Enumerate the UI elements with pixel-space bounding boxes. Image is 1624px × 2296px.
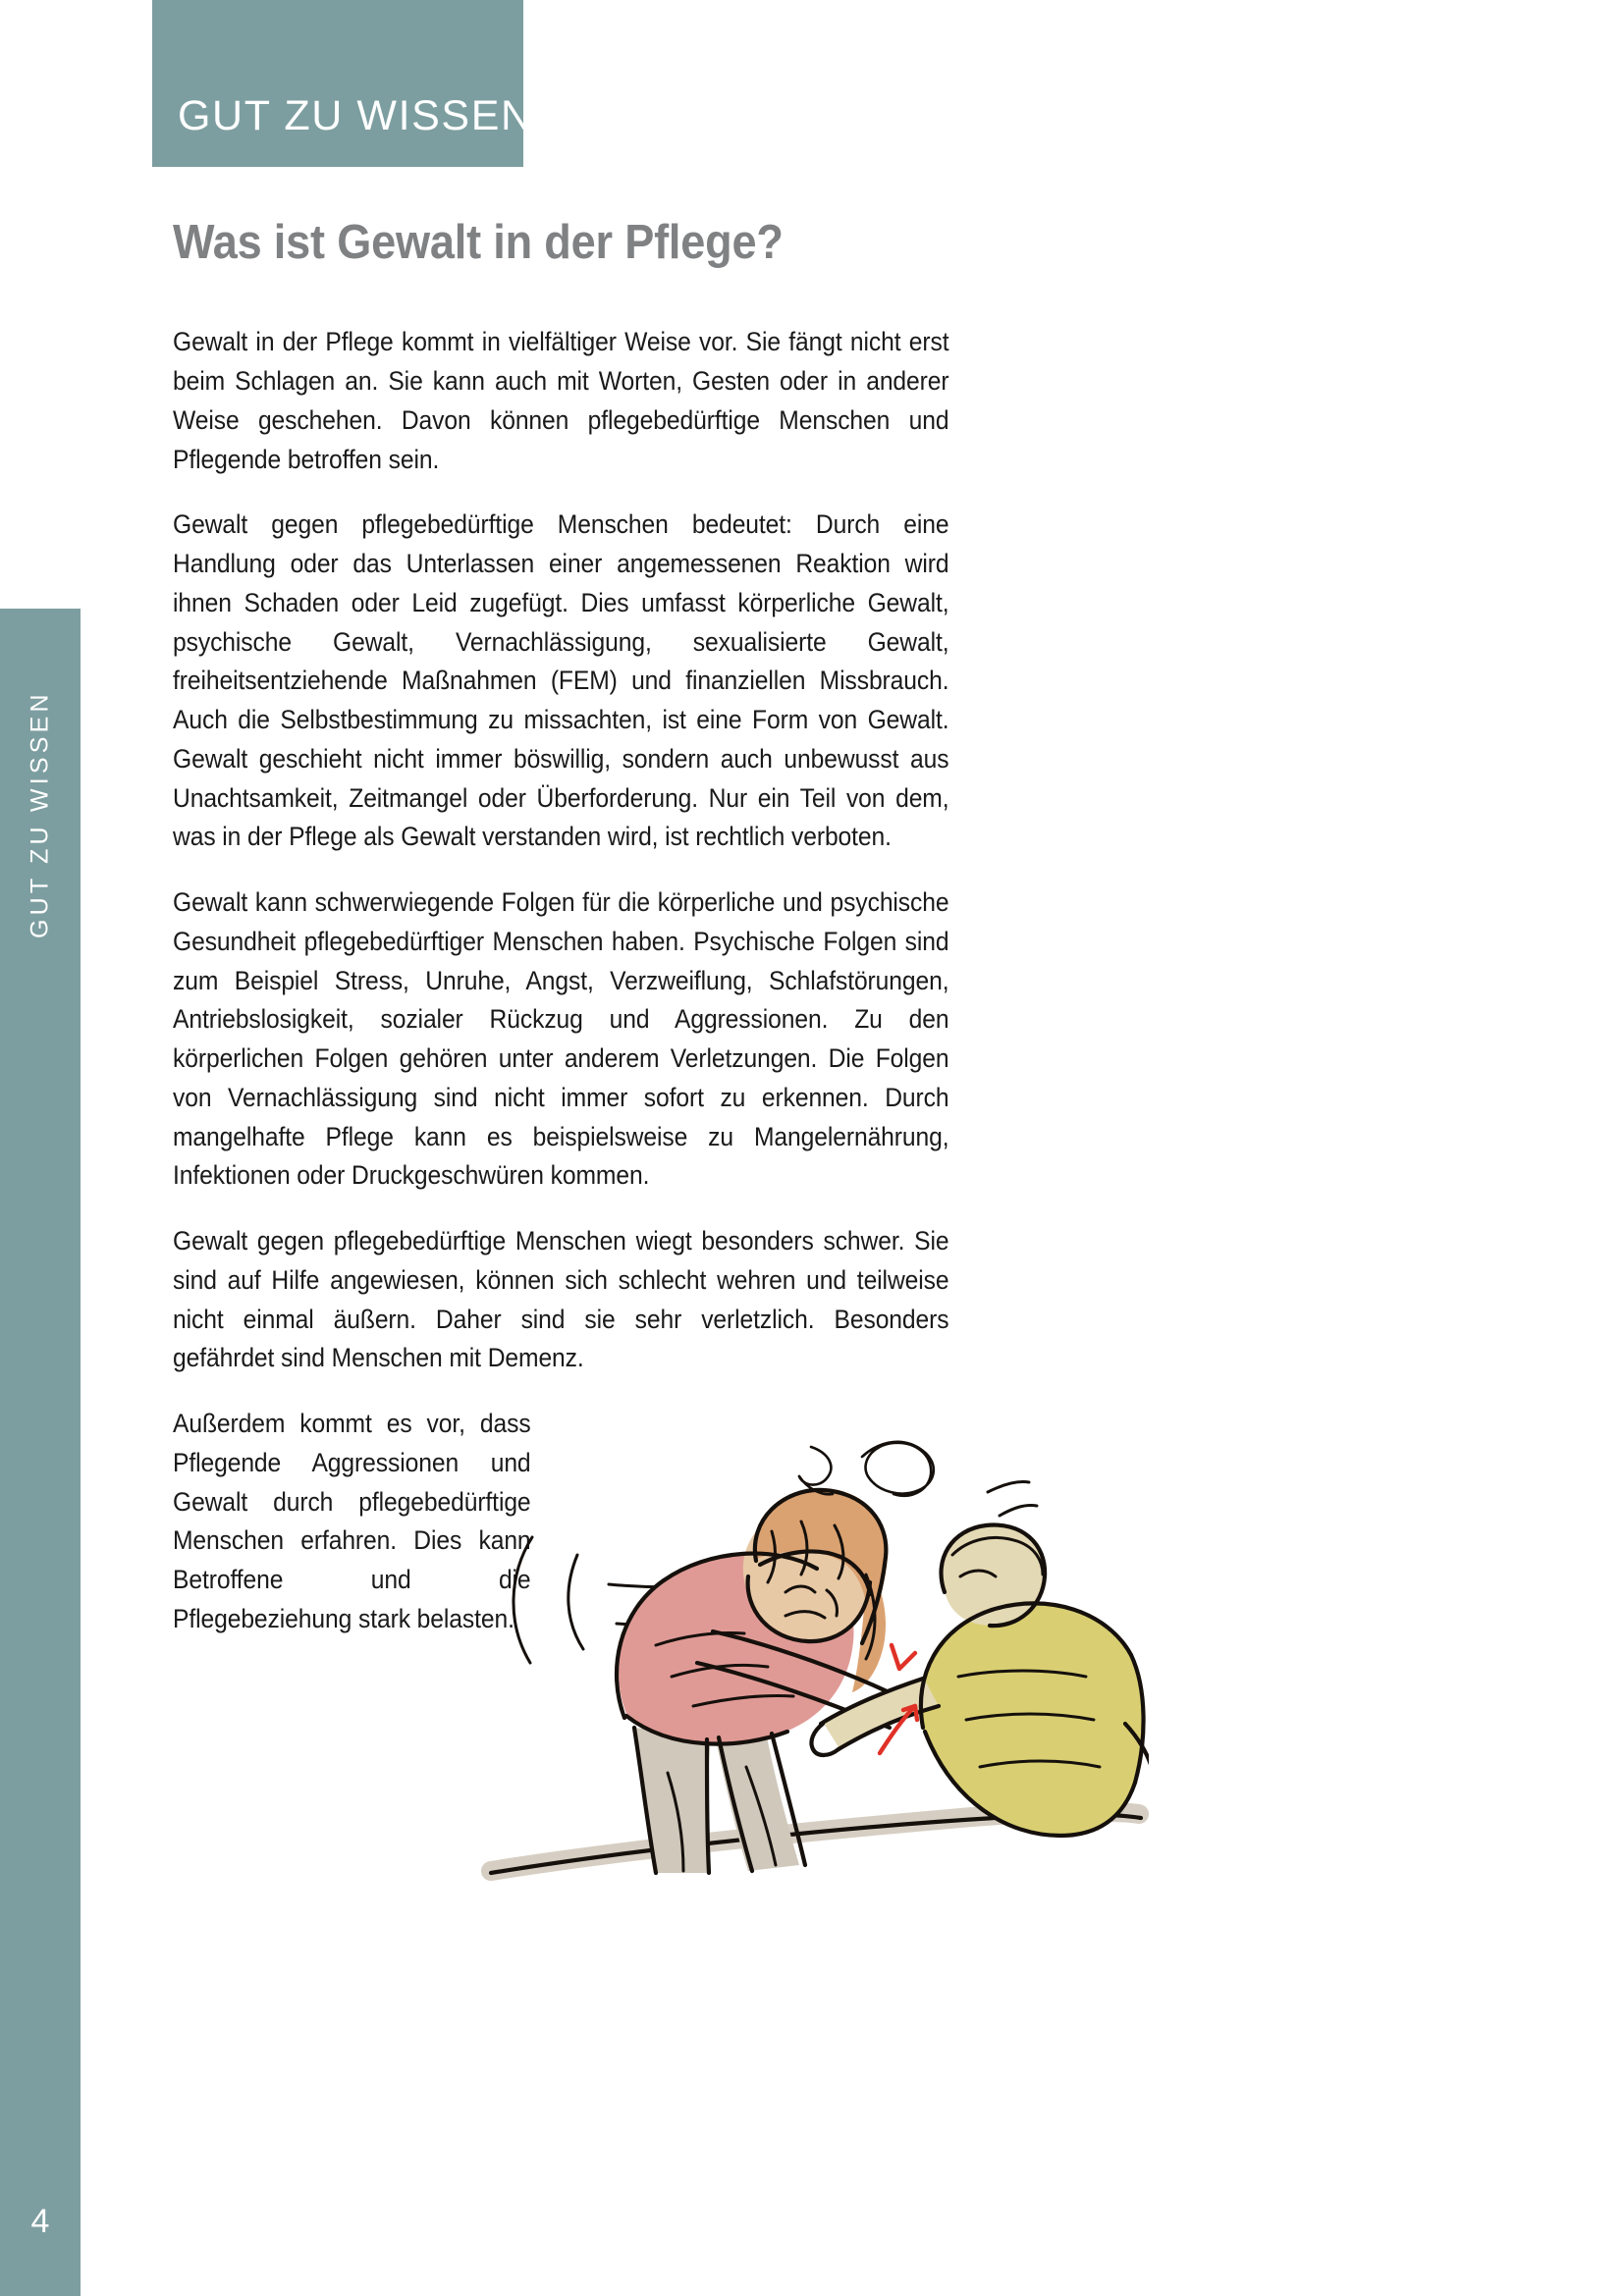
page-number: 4 — [30, 2203, 50, 2240]
sidebar-chapter-tab — [0, 609, 81, 2296]
banner-title: GUT ZU WISSEN — [178, 92, 533, 139]
page-title: Was ist Gewalt in der Pflege? — [173, 216, 784, 269]
body-paragraph-5: Außerdem kommt es vor, dass Pflegende Aggressionen und Gewalt durch pflegebedürftige Menschen erfahren. Dies kann Betroffene und die Pflegebeziehung stark belasten. — [173, 1409, 531, 1633]
anger-scribble — [799, 1442, 934, 1496]
header-banner — [152, 0, 533, 167]
illustration-caregiver-and-patient — [461, 1382, 1149, 1932]
body-paragraph-4: Gewalt gegen pflegebedürftige Menschen wiegt besonders schwer. Sie sind auf Hilfe angewiesen, können sich schlecht wehren und teilweise nicht einmal äußern. Daher sind sie sehr verletzlich. Besonders gefährdet sind Menschen mit Demenz. — [173, 1226, 949, 1373]
body-paragraph-2: Gewalt gegen pflegebedürftige Menschen bedeutet: Durch eine Handlung oder das Unterlassen einer angemessenen Reaktion wird ihnen Schaden oder Leid zugefügt. Dies umfasst körperliche Gewalt, psychische Gewalt, Vernachlässigung, sexualisierte Gewalt, freiheitsentziehende Maßnahmen (FEM) und finanziellen Missbrauch. Auch die Selbstbestimmung zu missachten, ist eine Form von Gewalt. Gewalt geschieht nicht immer böswillig, sondern auch unbewusst aus Unachtsamkeit, Zeitmangel oder Überforderung. Nur ein Teil von dem, was in der Pflege als Gewalt verstanden wird, ist rechtlich verboten. — [173, 509, 949, 852]
body-paragraph-3: Gewalt kann schwerwiegende Folgen für die körperliche und psychische Gesundheit pflegebedürftiger Menschen haben. Psychische Folgen sind zum Beispiel Stress, Unruhe, Angst, Verzweiflung, Schlafstörungen, Antriebslosigkeit, sozialer Rückzug und Aggressionen. Zu den körperlichen Folgen gehören unter anderem Verletzungen. Die Folgen von Vernachlässigung sind nicht immer sofort zu erkennen. Durch mangelhafte Pflege kann es beispielsweise zu Mangelernährung, Infektionen oder Druckgeschwüren kommen. — [173, 887, 949, 1191]
sidebar-chapter-label: GUT ZU WISSEN — [26, 690, 54, 939]
body-paragraph-1: Gewalt in der Pflege kommt in vielfältiger Weise vor. Sie fängt nicht erst beim Schlagen an. Sie kann auch mit Worten, Gesten oder in anderer Weise geschehen. Davon können pflegebedürftige Menschen und Pflegende betroffen sein. — [173, 327, 949, 474]
figure-caregiver — [617, 1488, 905, 1873]
